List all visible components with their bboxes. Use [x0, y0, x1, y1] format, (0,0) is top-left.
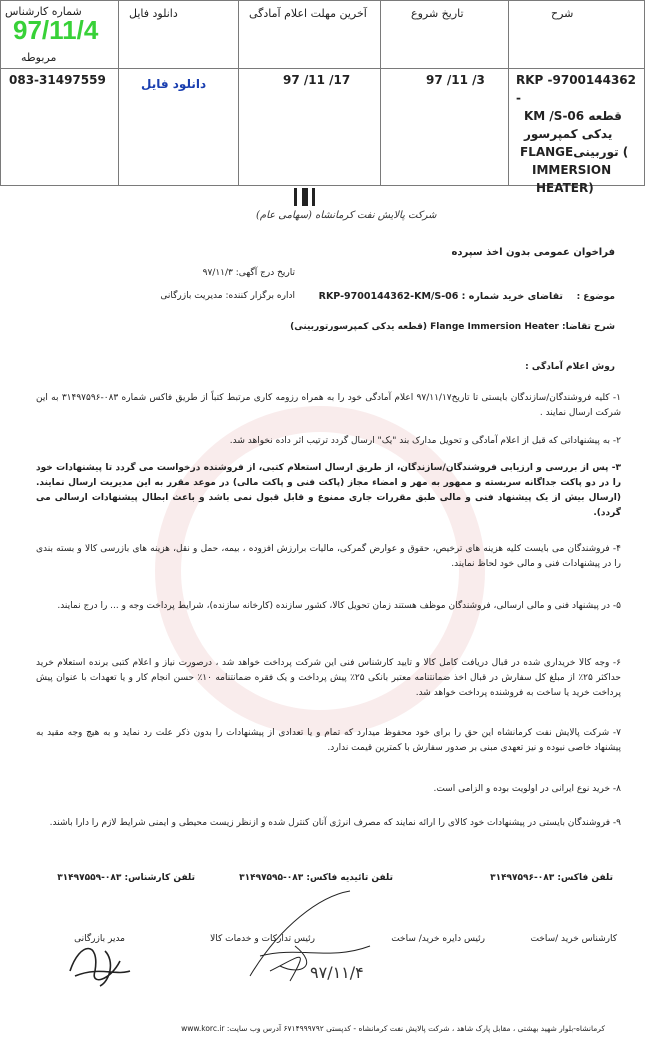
- item-3: ۳- پس از بررسی و ارزیابی فروشندگان/سازندگان، از طریق ارسال استعلام کتبی، از فروشنده درخواست می گردد تا پیشنهادات خود را در دو پاکت جداگانه سربسته و ممهور به مهر و امضاء مجاز (پاکت فنی و پاکت مالی) در موعد مقرر به این مدیریت ارسال نمایند. (ارسال بیش از یک پیشنهاد فنی و مالی طبق مقررات جاری ممنوع و قابل قبول نمی باشد و باعث ابطال پیشنهادات ارسالی می گردد).: [36, 463, 621, 518]
- header-start: تاریخ شروع: [411, 7, 464, 20]
- sig-manager: مدیر بازرگانی: [74, 934, 125, 944]
- col-divider: [508, 1, 509, 185]
- request-desc: شرح تقاضا: Flange Immersion Heater (قطعه یدکی کمپرسورتوربینی): [290, 322, 615, 332]
- col-divider: [238, 1, 239, 185]
- method-title: روش اعلام آمادگی :: [525, 362, 615, 372]
- company-logo-icon: [290, 188, 324, 206]
- header-deadline: آخرین مهلت اعلام آمادگی: [249, 7, 367, 20]
- row-desc: RKP -9700144362 - KM /S-06 قطعه یدکی کمپرسور FLANGEتوربینی ( IMMERSION HEATER): [516, 73, 636, 195]
- company-name: شرکت پالایش نفت کرمانشاه (سهامی عام): [256, 210, 437, 221]
- row-deadline: 97 /11 /17: [283, 73, 351, 87]
- item-9: ۹- فروشندگان بایستی در پیشنهادات خود کالای را ارائه نمایند که مصرف انرژی آنان کنترل شده و ازنظر زیست محیطی و ایمنی شرایط لازم را دارا باشند.: [49, 818, 621, 828]
- item-1: ۱- کلیه فروشندگان/سازندگان بایستی تا تاریخ۹۷/۱۱/۱۷ اعلام آمادگی خود را به همراه رزومه کاری مرتبط کتباً از طریق فاکس شماره ۰۸۳-۳۱۴۹۷۵۹۶ به این شرکت ارسال نمایند .: [36, 393, 621, 418]
- sig-head: رئیس دایره خرید/ ساخت: [391, 934, 485, 944]
- organizer: اداره برگزار کننده: مدیریت بازرگانی: [160, 291, 295, 301]
- tender-document: [0, 186, 645, 1044]
- item-4: ۴- فروشندگان می بایست کلیه هزینه های ترخیص، حقوق و عوارض گمرکی، مالیات برارزش افزوده ، بیمه، حمل و نقل، هزینه های بازرسی کالا و بسته بندی را در پیشنهادات فنی و مالی خود لحاظ نمایند.: [36, 544, 621, 569]
- tender-table: [0, 0, 645, 195]
- expert-phone: تلفن کارشناس: ۰۸۳-۳۱۴۹۷۵۵۹: [57, 873, 195, 883]
- col-divider: [380, 1, 381, 185]
- footer-address: کرمانشاه-بلوار شهید بهشتی ، مقابل پارک شاهد ، شرکت پالایش نفت کرمانشاه - کدپستی ۶۷۱۴۹۹۹۷۹۲ آدرس وب سایت: www.korc.ir: [181, 1024, 605, 1033]
- sig-expert: کارشناس خرید /ساخت: [530, 934, 617, 944]
- item-6: ۶- وجه کالا خریداری شده در قبال دریافت کامل کالا و تایید کارشناس فنی این شرکت پرداخت خواهد شد ، درصورت نیاز و اعلام کتبی برنده استعلام خرید حداکثر ۲۵٪ از مبلغ کل سفارش در قبال اخذ ضمانتنامه معتبر بانکی ۲۵٪ پیش پرداخت و یک فقره ضمانتنامه ۱۰٪ حسن انجام کار و یا تعهدات با عنوان پیش پرداخت خرید یا ساخت به فروشنده پرداخت خواهد شد.: [36, 658, 621, 698]
- signature-manager-icon: [60, 931, 140, 991]
- row-phone: 083-31497559: [9, 73, 106, 87]
- row-divider: [1, 68, 644, 69]
- item-8: ۸- خرید نوع ایرانی در اولویت بوده و الزامی است.: [433, 784, 621, 794]
- item-2: ۲- به پیشنهاداتی که قبل از اعلام آمادگی و تحویل مدارک بند "یک" ارسال گردد ترتیب اثر داده نخواهد شد.: [229, 436, 621, 446]
- signature-procurement-icon: [240, 886, 390, 986]
- item-5: ۵- در پیشنهاد فنی و مالی ارسالی، فروشندگان موظف هستند زمان تحویل کالا، کشور سازنده (کارخانه سازنده)، شرایط پرداخت وجه و ... را درج نمایند.: [57, 601, 621, 611]
- download-link[interactable]: دانلود فایل: [141, 77, 207, 91]
- fax-phone: تلفن فاکس: ۰۸۳-۳۱۴۹۷۵۹۶: [490, 873, 613, 883]
- header-expert-sub: مربوطه: [21, 51, 57, 64]
- row-start: 97 /11 /3: [426, 73, 485, 87]
- subject-value: تقاضای خرید شماره : RKP-9700144362-KM/S-06: [318, 291, 563, 302]
- item-7: ۷- شرکت پالایش نفت کرمانشاه این حق را برای خود محفوظ میدارد که تمام و یا تعدادی از پیشنهادات را بدون ذکر علت رد نماید و به هیچ وجه مقید به پیشنهاد خاصی نبوده و نیز تعهدی مبنی بر صدور سفارش با کمترین قیمت ندارد.: [36, 728, 621, 753]
- col-divider: [118, 1, 119, 185]
- subject-label: موضوع :: [576, 292, 615, 302]
- sig-procurement: رئیس تدارکات و خدمات کالا: [210, 934, 315, 944]
- confirm-fax-phone: تلفن تائیدیه فاکس: ۰۸۳-۳۱۴۹۷۵۹۵: [239, 873, 393, 883]
- header-desc: شرح: [551, 7, 574, 20]
- header-expert-phone: شماره کارشناس: [5, 5, 82, 18]
- doc-title: فراخوان عمومی بدون اخذ سپرده: [451, 247, 615, 258]
- stamp-date: 97/11/4: [13, 15, 99, 45]
- header-download: دانلود فایل: [129, 7, 178, 20]
- ad-date: تاریخ درج آگهی: ۹۷/۱۱/۳: [202, 268, 295, 278]
- svg-text:۹۷/۱۱/۴: ۹۷/۱۱/۴: [310, 963, 364, 982]
